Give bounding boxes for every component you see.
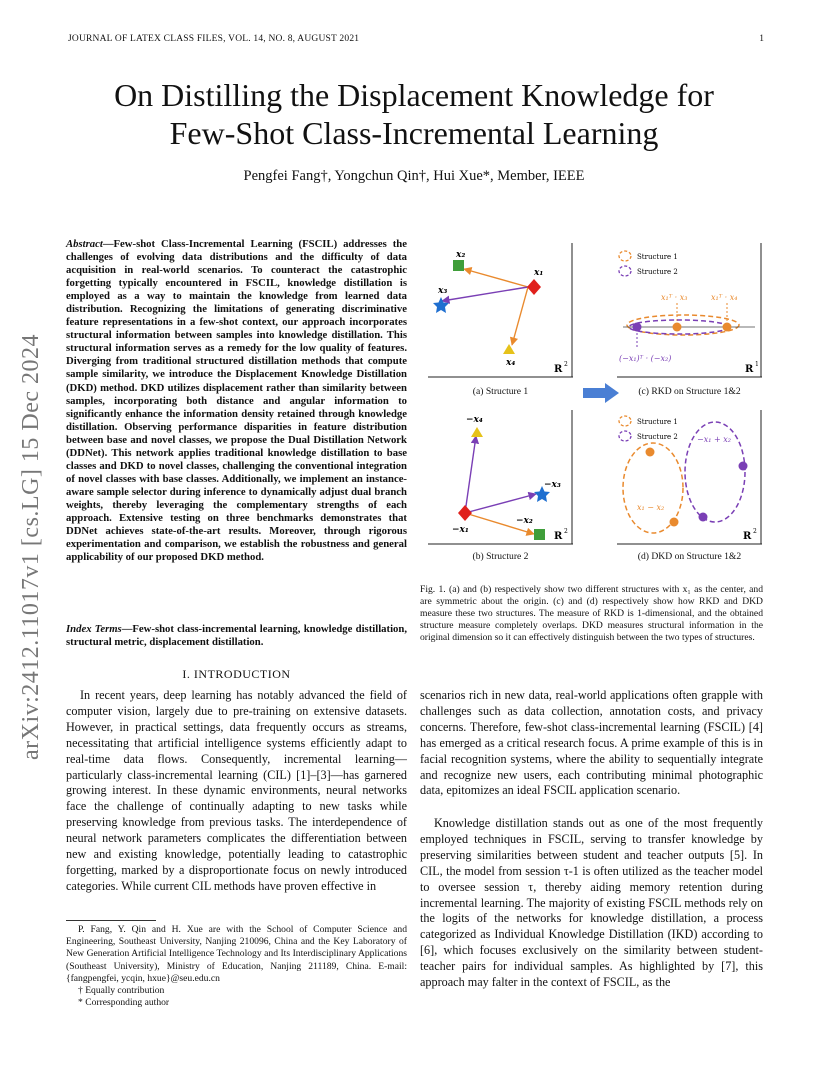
yellow-triangle-point [503, 344, 515, 354]
svg-text:Structure 2: Structure 2 [637, 433, 678, 441]
svg-text:2: 2 [753, 528, 757, 535]
svg-text:R: R [554, 531, 563, 542]
svg-text:R: R [743, 531, 752, 542]
abstract [66, 238, 407, 564]
intro-column-2a: scenarios rich in new data, real-world applications often grapple with challenges such as data collection, annotation costs, and privacy concerns. Therefore, few-shot class-incremental learning (FSCIL) [4] has emerged as a critical research focus. A prime example of this is in facial recognition systems, where the ability to sequentially integrate and recognize new users, each contributing minimal photographic data, epitomizes an ideal FSCIL application scenario. [420, 688, 763, 798]
svg-text:1: 1 [755, 361, 759, 368]
arxiv-stamp: arXiv:2412.11017v1 [cs.LG] 15 Dec 2024 [18, 333, 44, 760]
subcaption-a: (a) Structure 1 [472, 386, 529, 397]
abstract-text: —Few-shot Class-Incremental Learning (FSCIL) addresses the challenges of evolving data distributions and the difficulty of data acquisition in real-world scenarios. To counteract the catastrophic forgetting typically encountered in FSCIL, knowledge distillation is employed as a way to maintain the knowledge from learned data distribution. Recognizing the limitations of generating discriminative feature representations in a few-shot context, our approach incorporates structural information between samples into knowledge distillation. This structural information serves as a remedy for the low quality of features. Diverging from traditional structured distillation methods that compute sample similarity, we introduce the Displacement Knowledge Distillation (DKD) method. DKD utilizes displacement rather than similarity between samples, incorporating both distance and angular information to significantly enhance the information density retained through knowledge distillation. Observing performance disparities in feature distribution between base and novel classes, we propose the Dual Distillation Network (DDNet). This network applies traditional knowledge distillation to base classes and DKD to novel classes, challenging the conventional integration of novel classes with base classes. Additionally, we implement an instance-aware sample selector during inference to dynamically adjust dual branch weights, thereby leveraging the complementary strengths of each approach. Extensive testing on three benchmarks demonstrates that DDNet achieves state-of-the-art results. Moreover, through rigorous experimentation and comparison, we establish the robustness and general applicability of our proposed DKD method. [66, 238, 407, 564]
intro-paragraph: In recent years, deep learning has notably advanced the field of computer vision, largely due to pre-training on extensive datasets. However, in practical settings, data frequently occurs as streams, necessitating that artificial intelligence systems efficiently adapt to real-time data flows. Consequently, incremental learning—particularly class-incremental learning (CIL) [1]–[3]—has garnered growing interest. In these dynamic environments, neural networks face the challenge of continually adapting to new tasks while preserving knowledge from previous tasks. The interdependence of neural network parameters complicates the differentiation between new and existing knowledge, potentially leading to catastrophic forgetting, marked by a disproportionate focus on newly introduced categories. While current CIL methods have proven effective in [66, 688, 407, 893]
intro-column-1 [66, 688, 407, 895]
section-heading: I. INTRODUCTION [182, 667, 291, 681]
running-header: JOURNAL OF LATEX CLASS FILES, VOL. 14, NO. 8, AUGUST 2021 [68, 34, 360, 44]
svg-text:2: 2 [564, 361, 568, 368]
legend-structure-1: Structure 1 [637, 253, 678, 261]
green-square-point [453, 260, 464, 271]
abstract-label: Abstract [66, 238, 103, 250]
page-number: 1 [759, 34, 764, 44]
svg-text:(−x₁)ᵀ · (−x₂): (−x₁)ᵀ · (−x₂) [619, 354, 672, 363]
red-diamond-point [527, 279, 541, 295]
footnote [66, 924, 407, 1009]
author-list: Pengfei Fang†, Yongchun Qin†, Hui Xue*, Member, IEEE [243, 168, 585, 184]
svg-text:x₂: x₂ [456, 250, 466, 260]
figure-caption: Fig. 1. (a) and (b) respectively show two different structures with x₁ as the center, and are symmetric about the origin. (c) and (d) respectively show how RKD and DKD measure these two structures. The measure of RKD is 1-dimensional, and the obtained structure measure completely overlaps. DKD measures structural information in the original dimension so it can effectively distinguish between the two types of structures. [420, 584, 763, 643]
svg-text:x₁ᵀ · x₄: x₁ᵀ · x₄ [711, 293, 738, 302]
panel-b [428, 410, 573, 545]
subcaption-c: (c) RKD on Structure 1&2 [638, 386, 741, 397]
svg-text:Structure 1: Structure 1 [637, 418, 678, 426]
svg-text:x₄: x₄ [506, 358, 516, 368]
index-terms-text: —Few-shot class-incremental learning, knowledge distillation, structural metric, displacement distillation. [66, 623, 407, 649]
title-line-2: Few-Shot Class-Incremental Learning [169, 115, 659, 151]
space-label-a: R [554, 364, 563, 375]
svg-text:−x₁ + x₂: −x₁ + x₂ [697, 435, 731, 444]
svg-text:2: 2 [564, 528, 568, 535]
legend-structure-2: Structure 2 [637, 268, 678, 276]
svg-text:−x₁: −x₁ [452, 525, 469, 535]
panel-a [428, 243, 573, 378]
svg-text:x₁: x₁ [534, 268, 544, 278]
svg-text:−x₃: −x₃ [544, 480, 561, 490]
footnote-equal: † Equally contribution [78, 985, 165, 997]
svg-text:x₁ − x₂: x₁ − x₂ [637, 503, 665, 512]
subcaption-d: (d) DKD on Structure 1&2 [637, 551, 742, 562]
subcaption-b: (b) Structure 2 [472, 551, 529, 562]
panel-d [617, 410, 762, 545]
red-diamond-point-b [458, 505, 472, 521]
svg-text:x₁ᵀ · x₃: x₁ᵀ · x₃ [661, 293, 688, 302]
svg-text:−x₄: −x₄ [466, 415, 483, 425]
footnote-rule [66, 920, 156, 921]
green-square-point-b [534, 529, 545, 540]
index-terms [66, 623, 407, 649]
index-terms-label: Index Terms [66, 623, 122, 635]
svg-text:−x₂: −x₂ [516, 516, 533, 526]
yellow-triangle-point-b [471, 427, 483, 437]
title-line-1: On Distilling the Displacement Knowledge for [114, 77, 714, 113]
footnote-affiliation: P. Fang, Y. Qin and H. Xue are with the School of Computer Science and Engineering, Southeast University, Nanjing 210096, China and the Key Laboratory of New Generation Artificial Intelligence Technology and Its Interdisciplinary Applications (Southeast University), Ministry of Education, Nanjing 211189, China. E-mail: {fangpengfei, ycqin, hxue}@seu.edu.cn [66, 924, 407, 984]
space-label-c: R [745, 364, 754, 375]
intro-column-2b: Knowledge distillation stands out as one of the most frequently employed techniques in FSCIL, serving to transfer knowledge by preserving similarities between student and teacher outputs [5]. In CIL, the model from session τ-1 is often utilized as the teacher model to oversee session τ, thereby aiding memory retention during incremental learning. The majority of existing FSCIL methods rely on the logits of the networks for knowledge distillation, a process categorized as Individual Knowledge Distillation (IKD) according to [6], which focuses exclusively on the similarity between student-teacher pairs for individual samples. As highlighted by [7], this approach may falter in the context of FSCIL, as the [420, 816, 763, 990]
svg-text:x₃: x₃ [438, 286, 448, 296]
panel-c [617, 243, 762, 378]
transition-arrow-icon [583, 383, 619, 403]
paper-title [0, 76, 828, 152]
footnote-corresponding: * Corresponding author [78, 997, 170, 1009]
blue-star-point [433, 297, 449, 313]
